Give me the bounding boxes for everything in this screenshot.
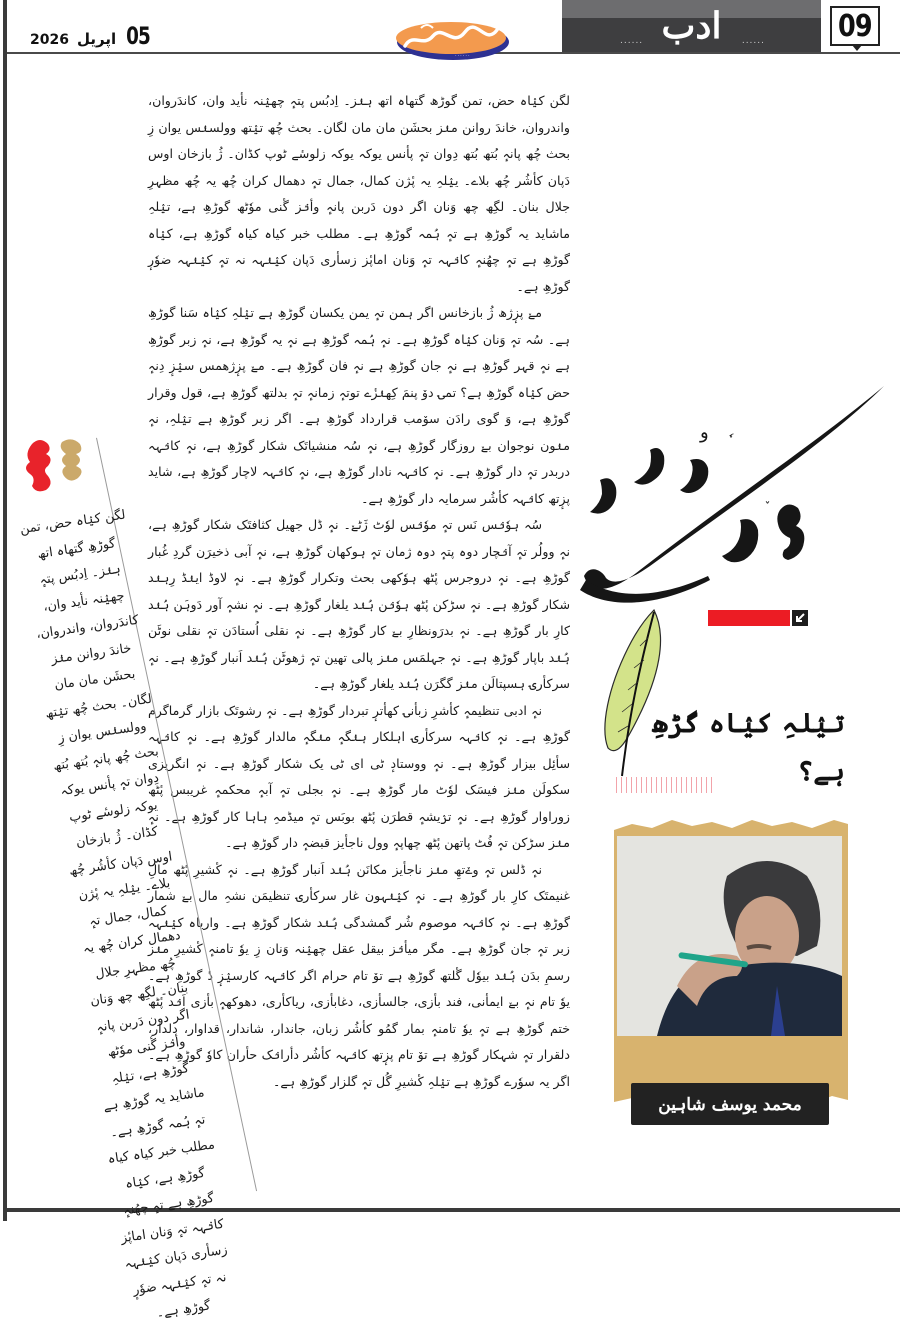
paint-splash-icon [22,436,104,500]
svg-text:ٚ [765,501,770,503]
decor-dots: ...... [620,36,644,46]
author-name: محمد یوسف شاہین [631,1083,829,1125]
date-day: 05 [126,22,151,50]
svg-text:و: و [700,422,709,443]
page-number-box [830,6,880,46]
decor-dots: ...... [741,36,765,46]
article-body [148,88,570,1095]
article-paragraph: سُہ ہوٗنٛس نَس تہٕ موٗنٛس لوٗٹ ژَٹےٚ۔ نہٕ ڈل جھیل کثافتَک شکار گوڑھِ ہے، نہٕ وولُر تہٕ آنٛچار دوہ پتہٕ دوہ ژمان تہٕ ہوکھان گوڑھِ ہے، نہٕ آبی ذخیرَن گردِ غُبار گوڑھِ ہے۔ نہٕ دروجرس پٔٹھ ہوٗکھی بحث وتکرار گوڑھِ ہے۔ نہٕ لاوڈ اینٛڈ رِہنٛد شکار گوڑھِ ہے۔ نہٕ سڑکن پٔٹھ ہوٗنٛن ہُنٛد یلغار گوڑھِ ہے۔ نہٕ نشہٕ آور دَوہَن ہُنٛد کارِ بار گوڑھِ ہے۔ نہٕ بدرَونظارِ بےٚ کار گوڑھِ ہے۔ نہٕ نقلی اُستادَن تہٕ نقلی نوٹَن ہُنٛد باپار گوڑھِ ہے۔ نہٕ جہلمَس منٛز پالی تھین تہٕ ژھوٹَن ہُنٛد اَنبار گوڑھِ ہے۔ نہٕ سرکأرۍ ہسپتالَن منٛز گگرَن ہُنٛد یلغار گوڑھِ ہے۔ [148,517,570,691]
date-year: 2026 [30,32,69,48]
article-paragraph: مےٚ پزٕژھ ژُ بازخانس اگر ہمن تہٕ یمن یکسان گوڑھِ ہے تیٛلہِ کیٛاہ سَنا گوڑھِ ہے۔ سُہ تہٕ وَنان کیٛاہ گوڑھِ ہے۔ نہٕ ہُمہ گوڑھِ ہے نہٕ یہ گوڑھِ ہے، نہٕ زبر گوڑھِ ہے نہٕ قہر گوڑھِ ہے نہٕ جان گوڑھِ ہے نہٕ فان گوڑھِ ہے۔ مےٚ پزٕژھمس سیٛزٕ دِنہٕ حض کیٛاہ گوڑھِ ہے؟ تمۍ دوٚ پنمَ کِھنٛزٔے توتہٕ زمانہٕ تہٕ بدلتھ گوڑھِ ہے، قول وقرار گوڑھِ ہے، وَ گوی رادَن سوٚمب قرارداد گوڑھِ ہے۔ اگر زبر گوڑھِ ہے تیٛلہِ، نہٕ منٛون نوجوان بےٚ روزگار گوڑھِ ہے، نہٕ سُہ منشیاتَک شکار گوڑھِ ہے، نہٕ کانٛہہ دربدر تہٕ دار گوڑھِ ہے۔ نہٕ کانٛہہ نادار گوڑھِ ہے، نہٕ کانٛہہ لاچار گوڑھِ ہے، شاید پزٕتھ کانٛہہ کأشُر سرمایہ دار گوڑھِ ہے۔ [148,305,570,506]
article-paragraph: لگن کیٛاہ حض، تمن گوڑھ گتھاہ اتھ ہنٛز۔ اِدبُس پتہٕ چھیٛنہ نأید وان، کاندَروان، واندروان، خاندَ روانن منٛز بحشَن مان مان لگان۔ بحث چُھ تیٛتھ وولسنٛس یوان زِ بحث چُھ پانہٕ بُتھ بُتھ دِوان تہٕ پأنس یوکہ یوکہ زلوسٔے ٹوپ کڈان۔ ژُ بازخان اوس دَپان کأشُر چُھ بلاے۔ ییٛلہِ یہ پٔژن کمال، جمال تہٕ دھمال کران چُھ یہ چُھ مظہرِ جلال بنان۔ لگِھ چھ وَنان اگر دون دَربن پانہٕ وأنٛز گٔنی موٗٹھ گوڑھِ ہے، تیٛلہِ ماشاید یہ گوڑھِ ہے تہٕ ہُمہ گوڑھِ ہے۔ مطلب خبر کیاہ کیاہ گوڑھِ ہے، کیٛاہ گوڑھِ ہے تہٕ چھُنہٕ کانٛہہ تہٕ وَنان اماپٔز زسأری دَپان کیٛنٛہہ نہ تہٕ کیٛنٛہہ ضوٗرٕ گوڑھِ ہے۔ [148,93,570,294]
article-headline: تیٛلہِ کیٛاہ گڑھِ ہے؟ [652,708,845,787]
article-paragraph: نہٕ ڈلس تہٕ وےٚتھِ منٛز ناجأیز مکانَن ہُنٛد اَنبار گوڑھِ ہے۔ نہٕ کٔشیرِ پٔٹھ مالِ غنیمتَک کارِ بار گوڑھِ ہے۔ نہٕ کیٛنٛہون غار سرکأرۍ تنظیمَن نشہِ مال بےٚ شمار گوڑھِ ہے۔ نہٕ کانٛہہ موصوم شُر گمشدگی ہُنٛد شکار گوڑھِ ہے۔ واریاہ کیٛنٛہہ زبر تہٕ جان گوڑھِ ہے۔ مگر میأنٛز بیقل عقل چھیٛنہ وَنان زِ یوٗ تامنہٕ کٔشیرِ منٛز رسمِ بدَن ہُنٛد بیوٗل گٔلتھ گوڑھِ ہے تۆ تام حرام اگر کانٛہہ کارسیٛزٕ دٔ گوڑھِ ہے۔ یوٗ تام نہٕ بےٚ ایمأنی، فند بأزی، جالسأزی، دغابأزی، ریاکأری، دھوکھہٕ بأزی اَنٛد پٔٹھ ختم گوڑھِ ہے تہٕ یوٗ تامنہٕ بمار گمُو کأشُر زبان، جاندار، شاندار، قداوار، دلدار، دلقرار تہٕ شہکار گوڑھِ ہے تۆ تام پزٕتھ کانٛہہ کأشُر دأرانٛک حأران کاوٗ گوڑھِ ہے۔ اگر یہ سوٗرے گوڑھِ ہے تیٛلہِ کٔشیرِ گُل تہٕ گلزار گوڑھِ ہے۔ [148,861,570,1089]
accent-bar [708,610,790,626]
column-title-calligraphy [580,380,900,620]
page-number: 09 [838,8,872,44]
article-paragraph: نہٕ ادبی تنظیمہٕ کأشرِ زبأنۍ کھأترٕ تبردار گوڑھِ ہے۔ نہٕ رشوتَک بازار گرماگرم گوڑھِ ہے۔ نہٕ کانٛہہ سرکأرۍ اہلکار ہنٛگہٕ منٛگہٕ مالدار گوڑھِ ہے۔ نہٕ کانٛہہ سأئِل بیزار گوڑھِ ہے۔ نہٕ ووستادٕ ٹی ای ٹی یک شکار گوڑھِ ہے۔ نہٕ انگریزی سکولَن منٛز فیسَک لوٗٹ مار گوڑھِ ہے۔ نہٕ بجلی تہٕ آبہٕ محکمہٕ غریبس پٔٹھ زوراوار گوڑھِ ہے۔ نہٕ ترٛیشہٕ قطرَن پٔٹھ بوبَس تہٕ میڈمہِ ہاہا کار گوڑھِ ہے۔ نہٕ منٛز سڑکن تہٕ فُٹ پاتھن پٔٹھ چھاپہٕ وول ناجأیز قبضہٕ دار گوڑھِ ہے۔ [148,702,570,850]
dateline [30,22,152,50]
caret-down-icon [852,45,862,51]
arrow-down-left-icon [792,610,808,626]
author-photo [617,836,842,1036]
date-month: اپریل [76,30,117,48]
section-header [562,0,821,52]
pull-quote: لگن کیٛاہ حض، تمن گوڑھِ گتھاہ اتھ ہنٛز۔ اِدبُس پتہٕ چھیٛنہ نأید وان، کاندَروان، واندروان، خاندَ روانن منٛز بحشَن مان مان لگان۔ بحث چُھ تیٛتھ وولسنٛس یوان زِ بحث چُھ پانہٕ بُتھ بُتھ دِوان تہٕ پأنس یوکہ یوکہ زلوسٔے ٹوپ کڈان۔ ژُ بازخان اوس دَپان کأشُر چُھ بلاے۔ ییٛلہِ یہ پٔژن کمال، جمال تہٕ دھمال کران چُھ یہ چُھ مظہرِ جلال بنان۔ لگِھ چھ وَنان اگر دون دَربن پانہٕ وأنٛز گٔنی موٗٹھ گوڑھِ ہے، تیٛلہِ ماشاید یہ گوڑھِ ہے تہٕ ہُمہ گوڑھِ ہے۔ مطلب خبر کیاہ کیاہ گوڑھِ ہے، کیٛاہ گوڑھِ ہے تہٕ چھُنہٕ کانٛہہ تہٕ وَنان اماپٔز زسأری دَپان کیٛنٛہہ نہ تہٕ کیٛنٛہہ ضوٗرٕ گوڑھِ ہے۔ [19,507,229,1321]
svg-text:ٗ [729,434,734,438]
svg-text:......: ...... [455,52,471,58]
section-title: ادب [661,5,722,47]
page-left-border [3,0,7,1221]
newspaper-logo[interactable] [393,18,509,62]
decor-hatch [616,777,716,793]
